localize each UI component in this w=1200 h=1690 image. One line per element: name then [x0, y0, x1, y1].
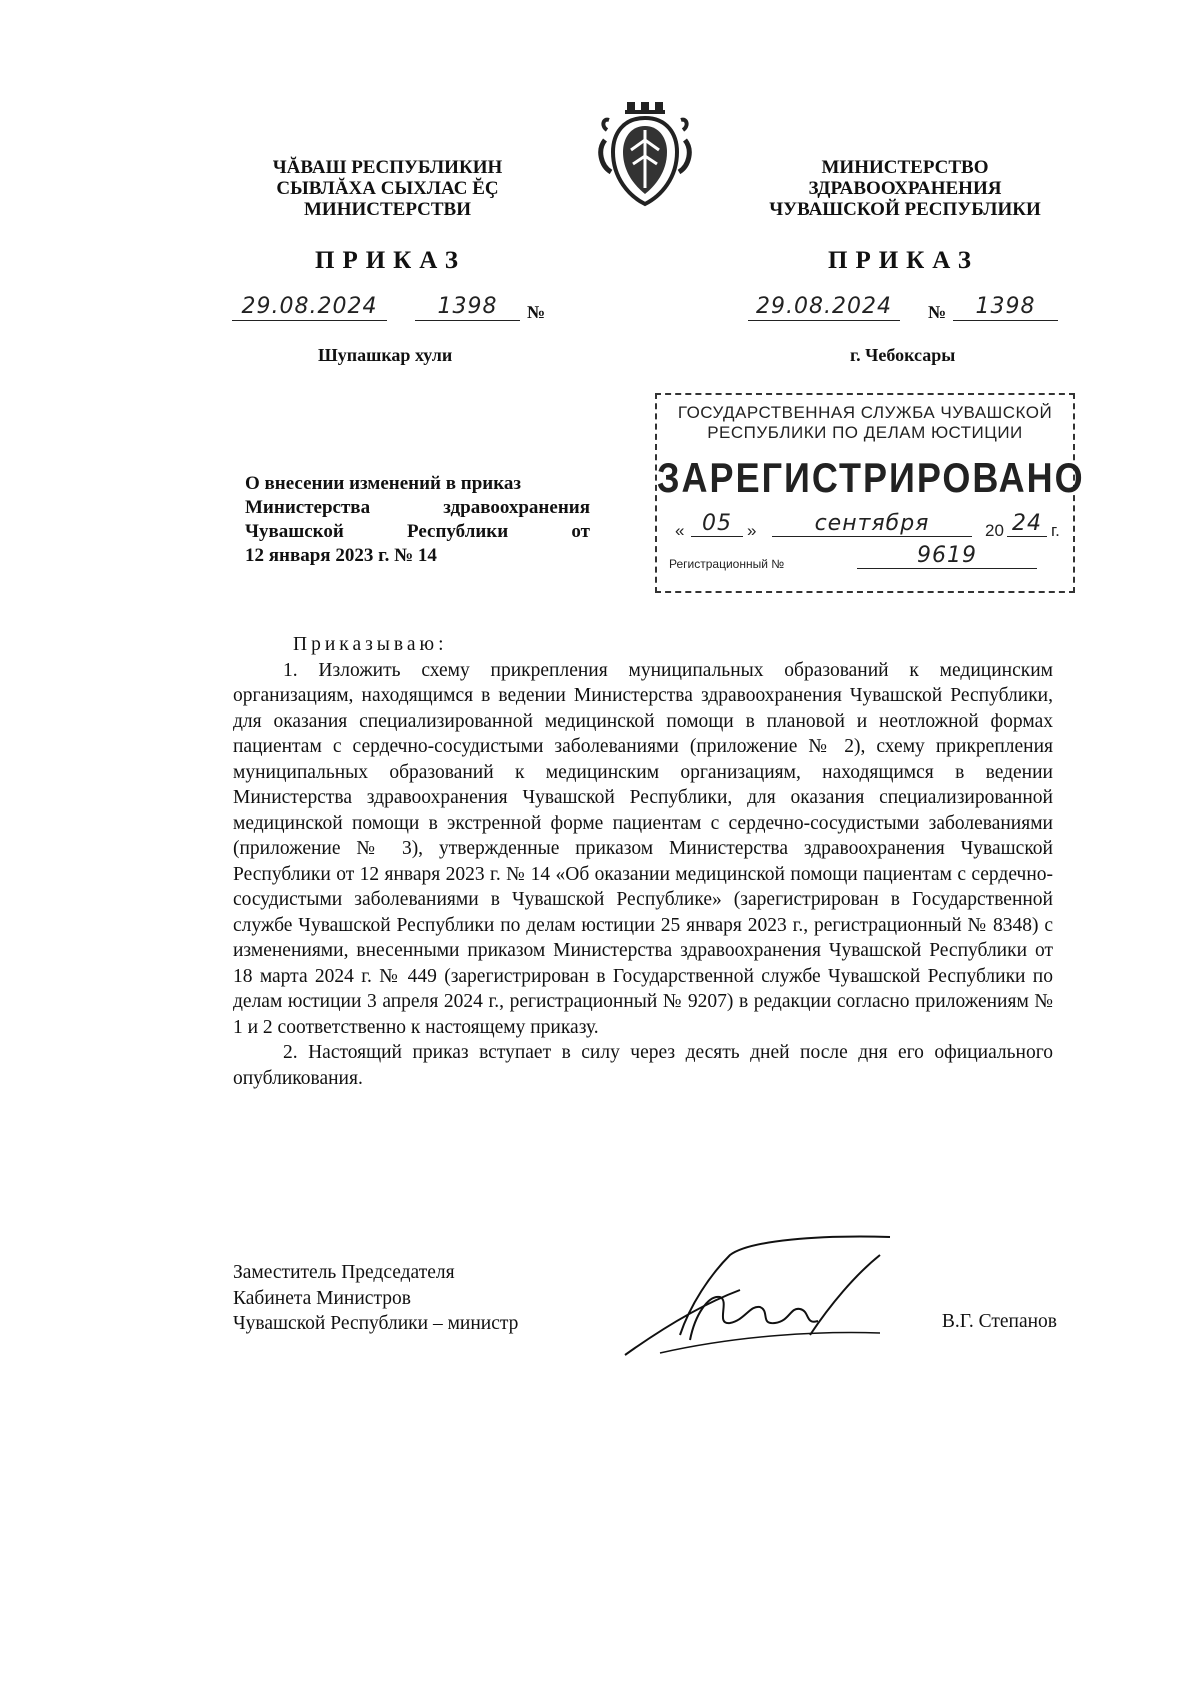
stamp-year-prefix: 20 — [985, 521, 1004, 540]
stamp-reg-number: 9619 — [857, 543, 1037, 569]
subject-line: Чувашской Республики от — [245, 521, 590, 542]
stamp-quote-close: » — [747, 521, 757, 540]
header-right-org — [755, 157, 1055, 220]
header-right-line: ЗДРАВООХРАНЕНИЯ — [808, 178, 1002, 199]
stamp-line1: ГОСУДАРСТВЕННАЯ СЛУЖБА ЧУВАШСКОЙ — [677, 403, 1053, 422]
order-number-right: 1398 — [953, 294, 1058, 321]
signatory-position — [233, 1260, 518, 1337]
subject-line: 12 января 2023 г. № 14 — [245, 545, 437, 566]
header-left-line: МИНИСТЕРСТВИ — [303, 199, 472, 220]
stamp-month: сентября — [772, 511, 972, 537]
subject-line: Министерства здравоохранения — [245, 497, 590, 518]
order-number-left: 1398 — [415, 294, 520, 321]
order-date-left: 29.08.2024 — [232, 294, 387, 321]
order-subject — [245, 472, 590, 568]
stamp-quote-open: « — [675, 521, 685, 540]
order-date-right: 29.08.2024 — [748, 294, 900, 321]
signatory-position-line: Кабинета Министров — [233, 1287, 411, 1309]
order-title-right: ПРИКАЗ — [828, 247, 979, 274]
header-right-line: ЧУВАШСКОЙ РЕСПУБЛИКИ — [769, 199, 1041, 220]
city-right: г. Чебоксары — [850, 345, 956, 365]
header-left-line: ЧĂВАШ РЕСПУБЛИКИН — [272, 157, 503, 178]
body-intro: Приказываю: — [293, 634, 448, 655]
handwritten-signature — [620, 1235, 900, 1365]
registration-stamp — [655, 393, 1085, 593]
stamp-day: 05 — [691, 511, 743, 537]
stamp-year-abbr: г. — [1051, 521, 1060, 540]
signatory-name: В.Г. Степанов — [941, 1311, 1057, 1332]
body-paragraph-1: 1. Изложить схему прикрепления муниципальных образований к медицинским организациям, находящимся в ведении Министерства здравоохранения Чувашской Республики, для оказания специализированной медицинской помощи в плановой и неотложной формах пациентам с сердечно-сосудистыми заболеваниями (приложение № 2), схему прикрепления муниципальных образований к медицинским организациям, находящимся в ведении Министерства здравоохранения Чувашской Республики, для оказания специализированной медицинской помощи в экстренной форме пациентам с сердечно-сосудистыми заболеваниями (приложение № 3), утвержденные приказом Министерства здравоохранения Чувашской Республики от 12 января 2023 г. № 14 «Об оказании медицинской помощи пациентам с сердечно-сосудистыми заболеваниями в Чувашской Республике» (зарегистрирован в Государственной службе Чувашской Республики по делам юстиции 25 января 2023 г., регистрационный № 8348) с изменениями, внесенными приказом Министерства здравоохранения Чувашской Республики от 18 марта 2024 г. № 449 (зарегистрирован в Государственной службе Чувашской Республики по делам юстиции 3 апреля 2024 г., регистрационный № 9207) в редакции согласно приложениям № 1 и 2 соответственно к настоящему приказу. — [233, 659, 1053, 1038]
stamp-registered: ЗАРЕГИСТРИРОВАНО — [657, 453, 1085, 501]
order-title-left: ПРИКАЗ — [315, 247, 466, 274]
header-left-line: СЫВЛĂХА СЫХЛАС ĔҪ — [276, 178, 499, 199]
body-paragraph-2: 2. Настоящий приказ вступает в силу через десять дней после дня его официального опубликования. — [233, 1042, 1053, 1089]
number-sign-right: № — [928, 302, 947, 322]
signatory-position-line: Чувашской Республики – министр — [233, 1313, 519, 1334]
signatory-position-line: Заместитель Председателя — [233, 1262, 455, 1283]
header-left-org — [255, 157, 520, 220]
stamp-year-suffix: 24 — [1007, 511, 1047, 537]
emblem-icon — [595, 100, 695, 210]
order-body — [233, 632, 1053, 1091]
stamp-reg-label: Регистрационный № — [669, 557, 785, 571]
city-left: Шупашкар хули — [318, 345, 453, 365]
subject-line: О внесении изменений в приказ — [245, 473, 522, 494]
stamp-line2: РЕСПУБЛИКИ ПО ДЕЛАМ ЮСТИЦИИ — [707, 423, 1023, 442]
stamp-reg-row — [669, 543, 1069, 571]
number-sign-left: № — [527, 302, 546, 322]
header-right-line: МИНИСТЕРСТВО — [821, 157, 989, 178]
